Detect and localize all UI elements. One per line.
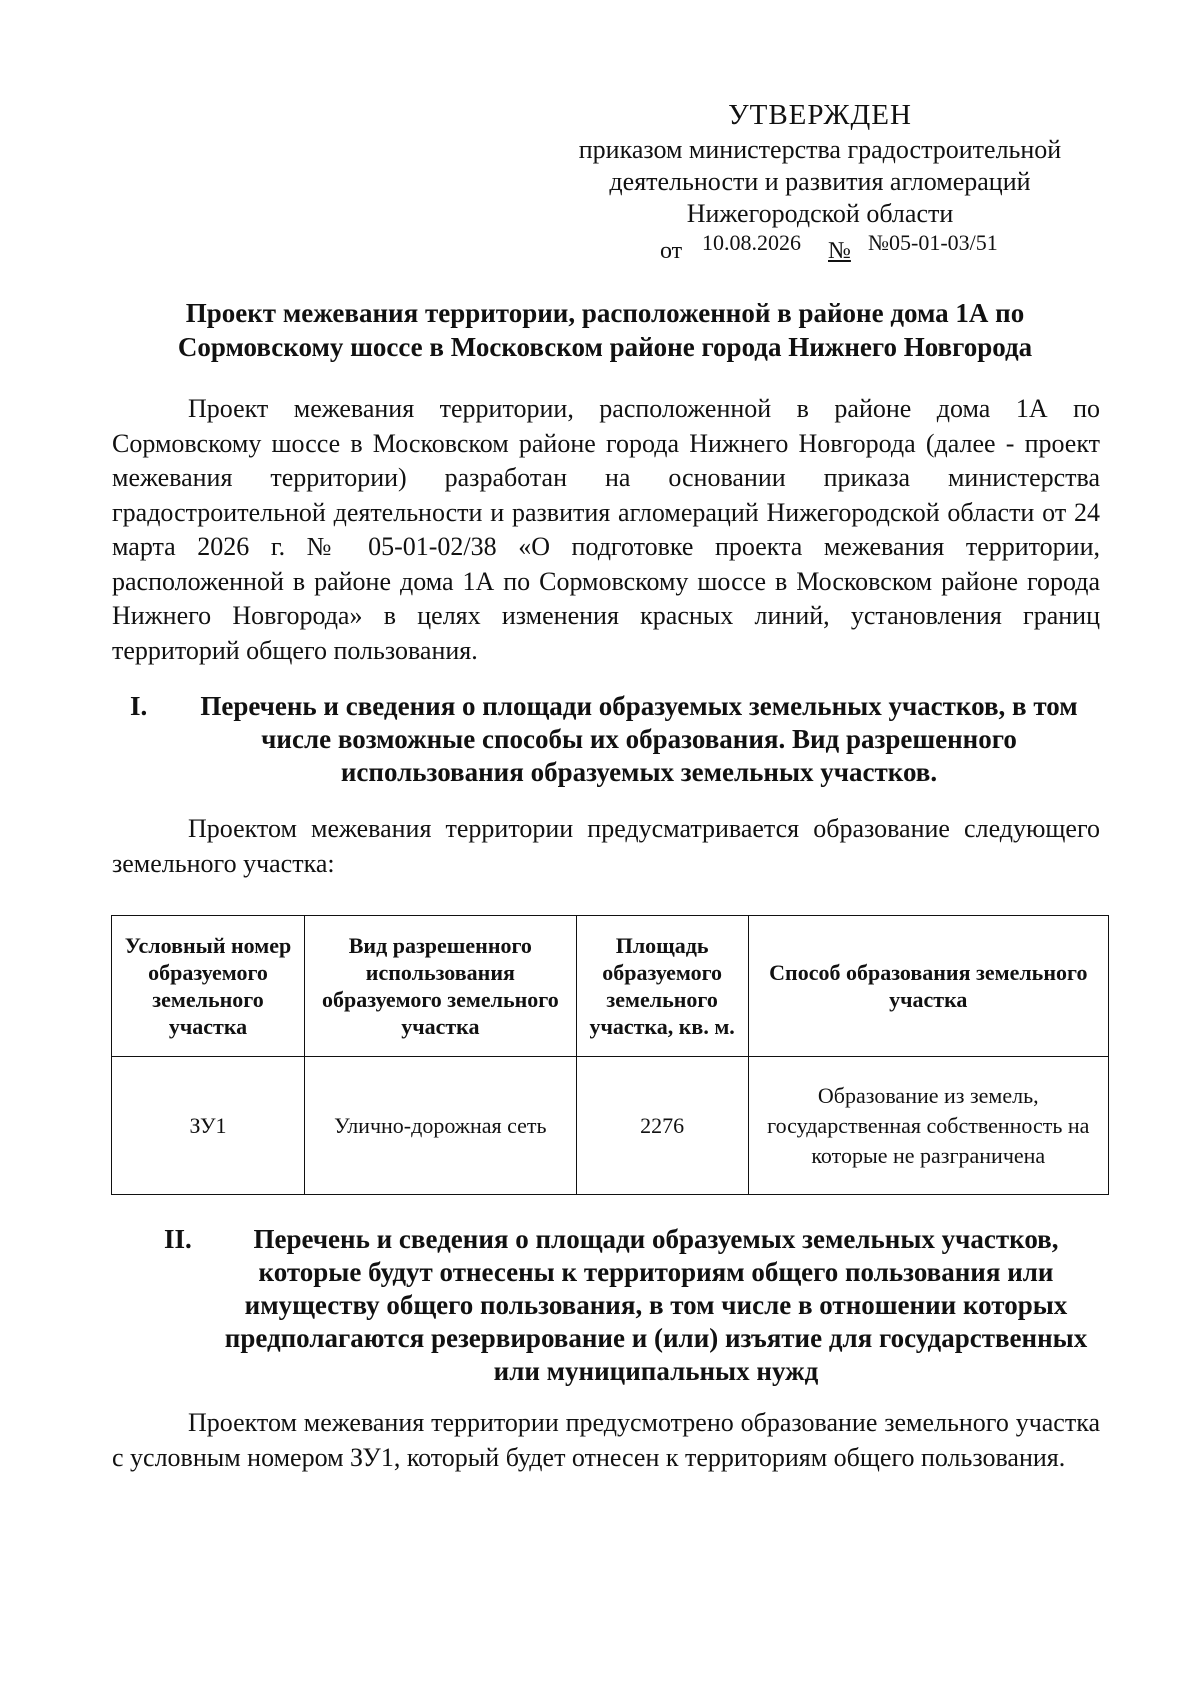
approval-stamp	[540, 96, 1100, 230]
cell-plot-number: ЗУ1	[112, 1057, 305, 1195]
approval-line-2: деятельности и развития агломераций	[609, 167, 1031, 196]
approval-line-1: приказом министерства градостроительной	[578, 135, 1062, 164]
cell-area: 2276	[576, 1057, 748, 1195]
document-title: Проект межевания территории, расположенной в районе дома 1А по Сормовскому шоссе в Московском районе города Нижнего Новгорода	[177, 298, 1033, 362]
order-date: 10.08.2026	[702, 230, 801, 255]
cell-formation-method: Образование из земель, государственная собственность на которые не разграничена	[748, 1057, 1108, 1195]
section-1-heading	[130, 690, 1100, 789]
header-plot-number: Условный номер образуемого земельного участка	[112, 916, 305, 1057]
section-2-title: Перечень и сведения о площади образуемых земельных участков, которые будут отнесены к территориям общего пользования или имуществу общего пользования, в том числе в отношении которых предполагаются резервирование и (или) изъятие для государственных или муниципальных нужд	[224, 1224, 1088, 1386]
section-2-paragraph: Проектом межевания территории предусмотрено образование земельного участка с условным номером ЗУ1, который будет отнесен к территориям общего пользования.	[112, 1408, 1100, 1472]
number-sign: №	[828, 238, 851, 264]
section-2-heading	[164, 1223, 1100, 1388]
header-formation-method: Способ образования земельного участка	[748, 916, 1108, 1057]
table-row	[112, 1057, 1109, 1195]
header-area: Площадь образуемого земельного участка, кв. м.	[576, 916, 748, 1057]
section-1-paragraph: Проектом межевания территории предусматривается образование следующего земельного участка:	[112, 814, 1100, 878]
header-permitted-use: Вид разрешенного использования образуемого земельного участка	[305, 916, 577, 1057]
land-plots-table	[111, 915, 1109, 1195]
section-1-number: I.	[130, 691, 148, 721]
from-label: от	[660, 238, 683, 264]
approval-line-3: Нижегородской области	[686, 199, 954, 228]
intro-paragraph: Проект межевания территории, расположенной в районе дома 1А по Сормовскому шоссе в Московском районе города Нижнего Новгорода (далее - проект межевания территории) разработан на основании приказа министерства градостроительной деятельности и развития агломераций Нижегородской области от 24 марта 2026 г. № 05-01-02/38 «О подготовке проекта межевания территории, расположенной в районе дома 1А по Сормовскому шоссе в Московском районе города Нижнего Новгорода» в целях изменения красных линий, установления границ территорий общего пользования.	[112, 394, 1100, 665]
section-2-number: II.	[164, 1224, 192, 1254]
approval-heading: УТВЕРЖДЕН	[728, 99, 912, 131]
order-number: №05-01-03/51	[868, 230, 998, 255]
section-1-title: Перечень и сведения о площади образуемых земельных участков, в том числе возможные способы их образования. Вид разрешенного использования образуемых земельных участков.	[200, 691, 1078, 787]
cell-permitted-use: Улично-дорожная сеть	[305, 1057, 577, 1195]
table-header-row	[112, 916, 1109, 1057]
